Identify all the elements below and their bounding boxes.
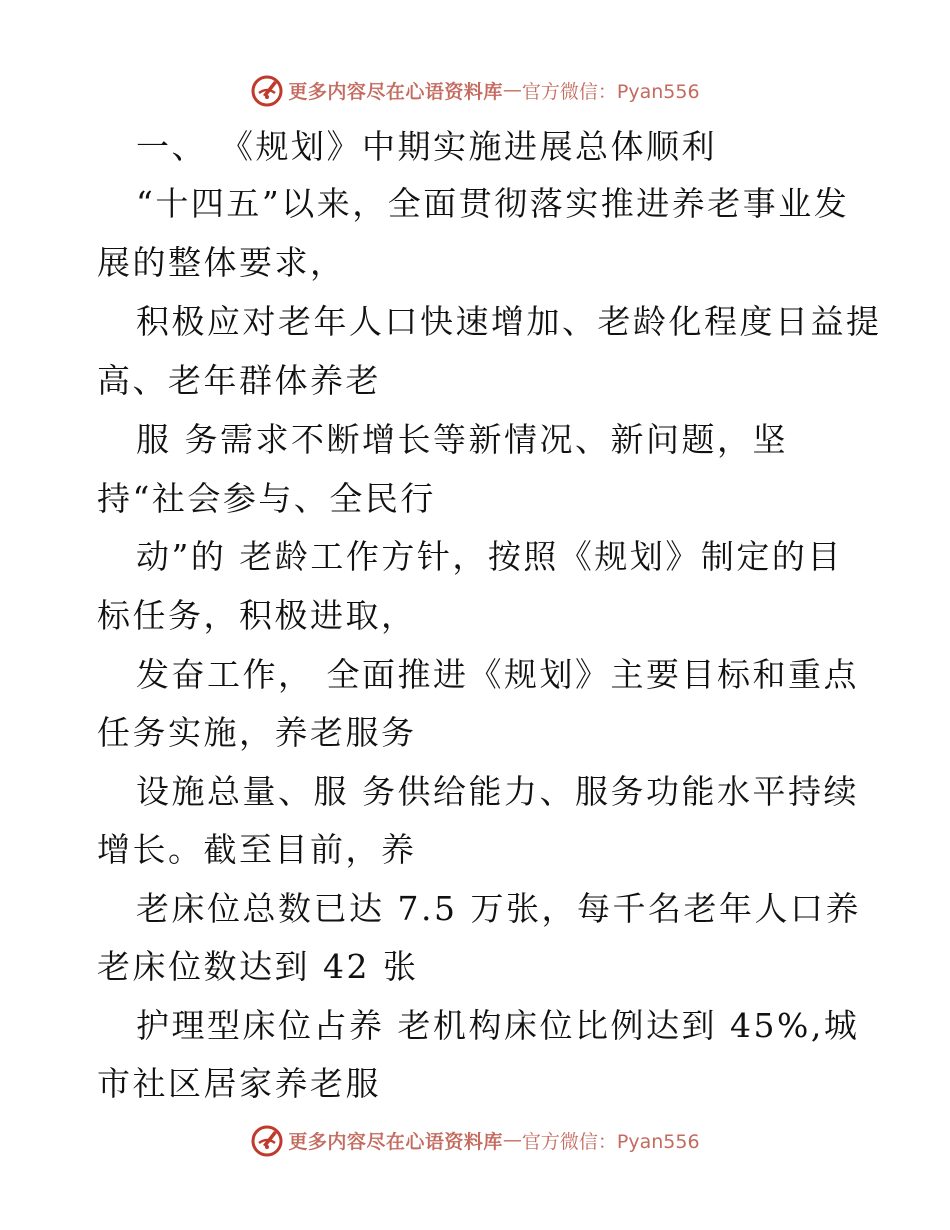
footer-watermark (0, 1120, 950, 1160)
paragraph-line: 动”的 老龄工作方针，按照《规划》制定的目 (136, 537, 843, 576)
watermark-separator: — (502, 79, 522, 101)
paragraph-line: 市社区居家养老服 (97, 1064, 381, 1103)
paragraph-line: 护理型床位占养 老机构床位比例达到 45%,城 (136, 1006, 860, 1045)
paragraph-line: 持“社会参与、全民行 (97, 479, 436, 518)
paragraph-line: 老床位数达到 42 张 (97, 947, 419, 986)
paragraph-line: 积极应对老年人口快速增加、老龄化程度日益提 (136, 302, 882, 341)
watermark-contact-text: 官方微信：Pyan556 (521, 1130, 700, 1153)
paragraph-line: “十四五”以来，全面贯彻落实推进养老事业发 (136, 184, 850, 223)
paragraph-line: 任务实施，养老服务 (97, 713, 417, 752)
paragraph-line: 展的整体要求， (97, 243, 346, 282)
paragraph-line: 发奋工作， 全面推进《规划》主要目标和重点 (136, 655, 859, 694)
section-heading: 一、 《规划》中期实施进展总体顺利 (136, 127, 717, 166)
paragraph-line: 服 务需求不断增长等新情况、新问题，坚 (136, 420, 788, 459)
paragraph-line: 标任务，积极进取， (97, 596, 417, 635)
paragraph-line: 高、老年群体养老 (97, 361, 381, 400)
watermark-main-text: 更多内容尽在心语资料库 (288, 1130, 503, 1153)
book-pen-logo-icon (250, 1123, 284, 1157)
paragraph-line: 设施总量、服 务供给能力、服务功能水平持续 (136, 772, 859, 811)
paragraph-line: 增长。截至目前，养 (97, 830, 417, 869)
watermark-main-text: 更多内容尽在心语资料库 (288, 80, 503, 103)
watermark-separator: — (502, 1129, 522, 1151)
paragraph-line: 老床位总数已达 7.5 万张，每千名老年人口养 (136, 889, 861, 928)
watermark-contact-text: 官方微信：Pyan556 (521, 80, 700, 103)
